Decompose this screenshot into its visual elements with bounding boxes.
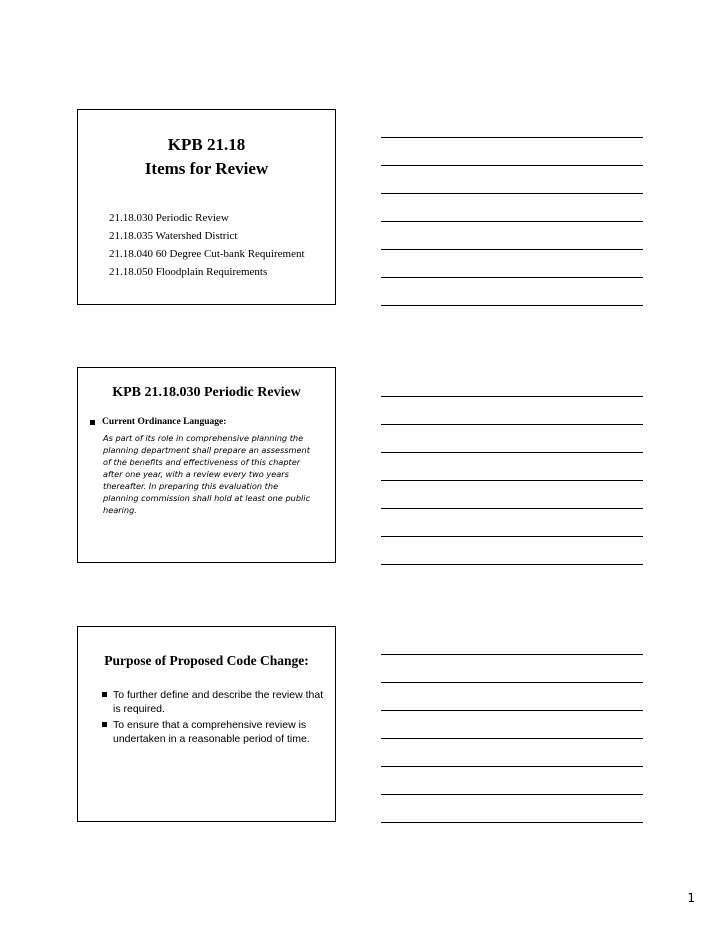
notes-line <box>381 564 643 565</box>
notes-line <box>381 822 643 823</box>
slide-2-bullet-label: Current Ordinance Language: <box>102 417 227 427</box>
slide-1-title-line-2: Items for Review <box>144 159 269 178</box>
page-number: 1 <box>687 891 695 905</box>
text-line: planning commission shall hold at least one public <box>103 493 311 503</box>
text-line: planning department shall prepare an assessment <box>103 445 310 455</box>
slide-1-item-list <box>109 209 305 281</box>
notes-line <box>381 710 643 711</box>
notes-line <box>381 766 643 767</box>
list-item: 21.18.040 60 Degree Cut-bank Requirement <box>109 248 305 260</box>
list-item <box>102 718 327 746</box>
slide-2-ordinance-text <box>103 432 328 516</box>
list-item <box>102 688 327 716</box>
notes-line <box>381 508 643 509</box>
slide-3-title: Purpose of Proposed Code Change: <box>104 653 309 668</box>
notes-line <box>381 452 643 453</box>
notes-line <box>381 221 643 222</box>
notes-line <box>381 396 643 397</box>
slide-3-bullet-list <box>102 688 327 748</box>
list-item: 21.18.035 Watershed District <box>109 230 238 242</box>
bullet-square-icon <box>102 692 107 697</box>
notes-line <box>381 794 643 795</box>
slide-3 <box>77 626 336 822</box>
notes-line <box>381 165 643 166</box>
list-item: 21.18.030 Periodic Review <box>109 212 229 224</box>
text-line: after one year, with a review every two years <box>103 469 289 479</box>
text-line: of the benefits and effectiveness of this chapter <box>103 457 301 467</box>
text-line: As part of its role in comprehensive planning the <box>103 433 304 443</box>
notes-line <box>381 738 643 739</box>
bullet-text: To further define and describe the review that is required. <box>113 689 324 715</box>
bullet-square-icon <box>102 722 107 727</box>
slide-2-bullet <box>90 417 226 427</box>
notes-line <box>381 536 643 537</box>
bullet-square-icon <box>90 420 95 425</box>
slide-1 <box>77 109 336 305</box>
list-item: 21.18.050 Floodplain Requirements <box>109 266 268 278</box>
slide-2 <box>77 367 336 563</box>
notes-line <box>381 193 643 194</box>
notes-line <box>381 654 643 655</box>
notes-line <box>381 480 643 481</box>
notes-line <box>381 277 643 278</box>
bullet-text: To ensure that a comprehensive review is undertaken in a reasonable period of time. <box>113 719 310 745</box>
notes-line <box>381 305 643 306</box>
slide-1-title-line-1: KPB 21.18 <box>167 135 246 154</box>
notes-line <box>381 137 643 138</box>
slide-2-title: KPB 21.18.030 Periodic Review <box>112 385 301 400</box>
text-line: hearing. <box>103 505 137 515</box>
text-line: thereafter. In preparing this evaluation the <box>103 481 279 491</box>
notes-line <box>381 682 643 683</box>
notes-line <box>381 424 643 425</box>
notes-line <box>381 249 643 250</box>
